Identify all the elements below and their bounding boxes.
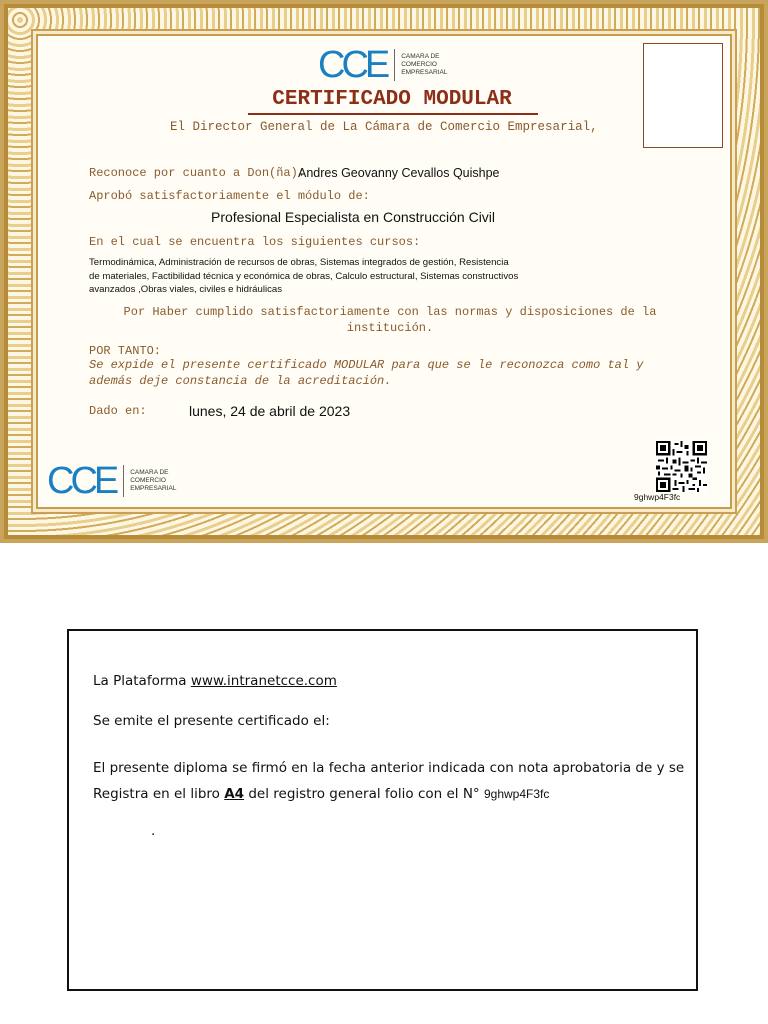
recipient-name: Andres Geovanny Cevallos Quishpe — [298, 166, 500, 180]
logo-text-line: EMPRESARIAL — [130, 485, 177, 492]
bottom-logo — [47, 462, 176, 500]
logo-text-line: CAMARA DE — [130, 469, 169, 476]
courses-line: de materiales, Factibilidad técnica y económica de obras, Calculo estructural, Sistemas constructivos — [89, 270, 519, 282]
courses-label: En el cual se encuentra los siguientes cursos: — [89, 235, 421, 249]
signed-line: El presente diploma se firmó en la fecha anterior indicada con nota aprobatoria de y se — [93, 760, 685, 776]
recognize-label: Reconoce por cuanto a Don(ña): — [89, 166, 306, 180]
logo-text-line: EMPRESARIAL — [401, 69, 448, 76]
issue-text — [89, 358, 644, 389]
courses-line: Termodinámica, Administración de recursos de obras, Sistemas integrados de gestión, Resistencia — [89, 257, 509, 268]
compliance-text — [96, 304, 684, 336]
stray-dot: . — [151, 823, 156, 839]
given-date: lunes, 24 de abril de 2023 — [189, 403, 351, 419]
logo-text — [401, 53, 447, 77]
cce-logo-mark: CCE — [318, 44, 387, 86]
director-line: El Director General de La Cámara de Comercio Empresarial, — [170, 120, 598, 134]
title-underline — [248, 113, 538, 115]
logo-divider — [394, 49, 395, 81]
logo-text-line: COMERCIO — [130, 477, 166, 484]
certificate-title: CERTIFICADO MODULAR — [272, 88, 512, 111]
logo-divider — [123, 465, 124, 497]
register-prefix: Registra en el libro — [93, 786, 225, 802]
register-middle: del registro general folio con el N° — [244, 786, 484, 802]
logo-text-line: CAMARA DE — [401, 53, 440, 60]
registration-notice — [67, 629, 698, 991]
approved-label: Aprobó satisfactoriamente el módulo de: — [89, 189, 370, 203]
emit-line: Se emite el presente certificado el: — [93, 713, 330, 729]
platform-line — [93, 673, 337, 689]
register-number: 9ghwp4F3fc — [483, 787, 550, 801]
platform-link[interactable]: www.intranetcce.com — [190, 673, 337, 689]
platform-label: La Plataforma — [93, 673, 191, 689]
compliance-line: Por Haber cumplido satisfactoriamente con las normas y disposiciones de la — [123, 305, 657, 319]
therefore-label: POR TANTO: — [89, 344, 162, 358]
qr-code-icon — [656, 441, 707, 492]
given-label: Dado en: — [89, 404, 147, 418]
logo-text — [130, 469, 176, 493]
cce-logo-mark: CCE — [47, 460, 116, 502]
register-line — [93, 786, 549, 802]
courses-line: avanzados ,Obras viales, civiles e hidráulicas — [89, 284, 283, 295]
register-book: A4 — [224, 786, 245, 802]
issue-line: además deje constancia de la acreditación. — [89, 373, 392, 388]
courses-list — [89, 256, 518, 297]
logo-text-line: COMERCIO — [401, 61, 437, 68]
module-name: Profesional Especialista en Construcción Civil — [211, 209, 496, 225]
compliance-line: institución. — [346, 321, 434, 335]
top-logo — [318, 46, 447, 84]
issue-line: Se expide el presente certificado MODULAR para que se le reconozca como tal y — [89, 358, 644, 372]
qr-code-text: 9ghwp4F3fc — [634, 492, 681, 502]
